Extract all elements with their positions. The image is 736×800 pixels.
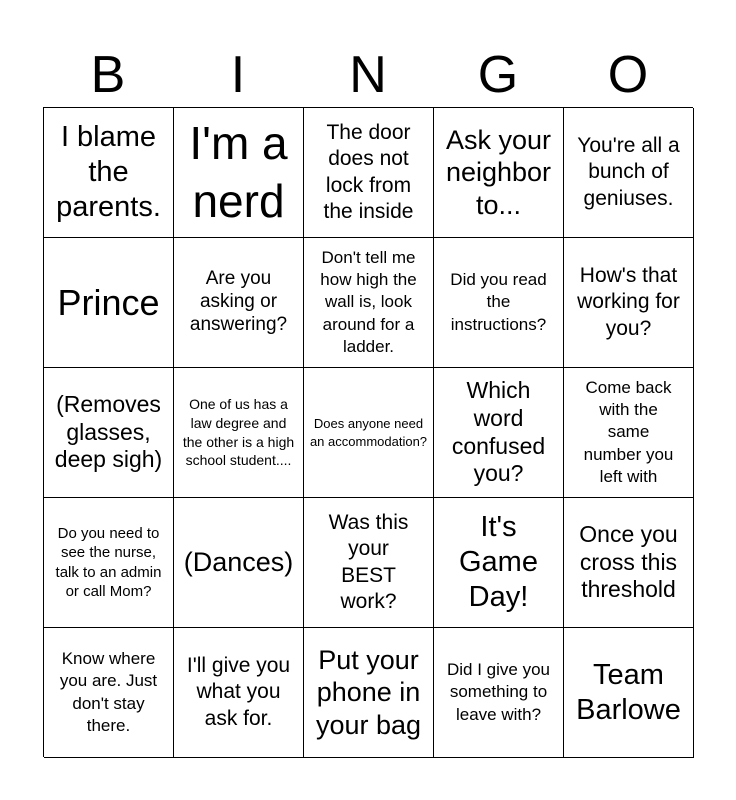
cell-text: Once you cross this threshold (579, 521, 678, 603)
cell-text: Team Barlowe (576, 658, 681, 726)
cell-text: Do you need to see the nurse, talk to an admin or call Mom? (55, 524, 162, 600)
bingo-cell-r5-c4[interactable] (434, 628, 564, 758)
header-letter-b: B (90, 46, 126, 104)
cell-text: Did you read the instructions? (450, 270, 547, 334)
cell-text: I'll give you what you ask for. (186, 654, 291, 730)
header-letter-n: N (349, 46, 387, 104)
bingo-cell-r4-c3[interactable] (304, 498, 434, 628)
cell-text: Are you asking or answering? (189, 268, 288, 335)
bingo-cell-r3-c5[interactable] (564, 368, 694, 498)
bingo-cell-r3-c3[interactable] (304, 368, 434, 498)
bingo-cell-r3-c4[interactable] (434, 368, 564, 498)
bingo-cell-r1-c3[interactable] (304, 108, 434, 238)
bingo-cell-r1-c2[interactable] (174, 108, 304, 238)
bingo-header (43, 44, 693, 106)
bingo-cell-r4-c5[interactable] (564, 498, 694, 628)
bingo-cell-r1-c1[interactable] (44, 108, 174, 238)
cell-text: It's Game Day! (459, 511, 538, 613)
cell-text: (Removes glasses, deep sigh) (54, 391, 163, 473)
bingo-grid (43, 107, 693, 757)
cell-text: I blame the parents. (56, 121, 161, 223)
bingo-cell-r1-c4[interactable] (434, 108, 564, 238)
bingo-cell-r4-c4[interactable] (434, 498, 564, 628)
header-letter-g: G (477, 46, 519, 104)
bingo-cell-r2-c4[interactable] (434, 238, 564, 368)
bingo-cell-r5-c2[interactable] (174, 628, 304, 758)
cell-text: Prince (57, 281, 160, 323)
cell-text: Which word confused you? (451, 377, 546, 487)
bingo-cell-r2-c5[interactable] (564, 238, 694, 368)
cell-text: You're all a bunch of geniuses. (577, 134, 680, 210)
bingo-cell-r1-c5[interactable] (564, 108, 694, 238)
header-letter-i: I (230, 46, 246, 104)
cell-text: (Dances) (183, 547, 294, 578)
cell-text: Put your phone in your bag (315, 644, 422, 740)
cell-text: How's that working for you? (577, 264, 680, 340)
bingo-cell-r3-c2[interactable] (174, 368, 304, 498)
cell-text: Know where you are. Just don't stay there. (59, 649, 158, 735)
bingo-cell-r2-c3[interactable] (304, 238, 434, 368)
bingo-cell-r2-c1[interactable] (44, 238, 174, 368)
bingo-cell-r4-c2[interactable] (174, 498, 304, 628)
bingo-cell-r3-c1[interactable] (44, 368, 174, 498)
cell-text: The door does not lock from the inside (323, 121, 414, 223)
cell-text: Did I give you something to leave with? (447, 660, 550, 724)
header-letter-o: O (607, 46, 649, 104)
cell-text: Ask your neighbor to... (445, 124, 552, 220)
cell-text: Don't tell me how high the wall is, look around for a ladder. (320, 248, 417, 356)
bingo-cell-r5-c3[interactable] (304, 628, 434, 758)
bingo-cell-r5-c5[interactable] (564, 628, 694, 758)
bingo-cell-r4-c1[interactable] (44, 498, 174, 628)
cell-text: One of us has a law degree and the other is a high school student.... (182, 395, 295, 469)
cell-text: Come back with the same number you left with (583, 378, 674, 486)
bingo-cell-r2-c2[interactable] (174, 238, 304, 368)
cell-text: Was this your BEST work? (328, 511, 409, 613)
cell-text: I'm a nerd (189, 117, 288, 227)
bingo-cell-r5-c1[interactable] (44, 628, 174, 758)
cell-text: Does anyone need an accommodation? (309, 415, 428, 449)
